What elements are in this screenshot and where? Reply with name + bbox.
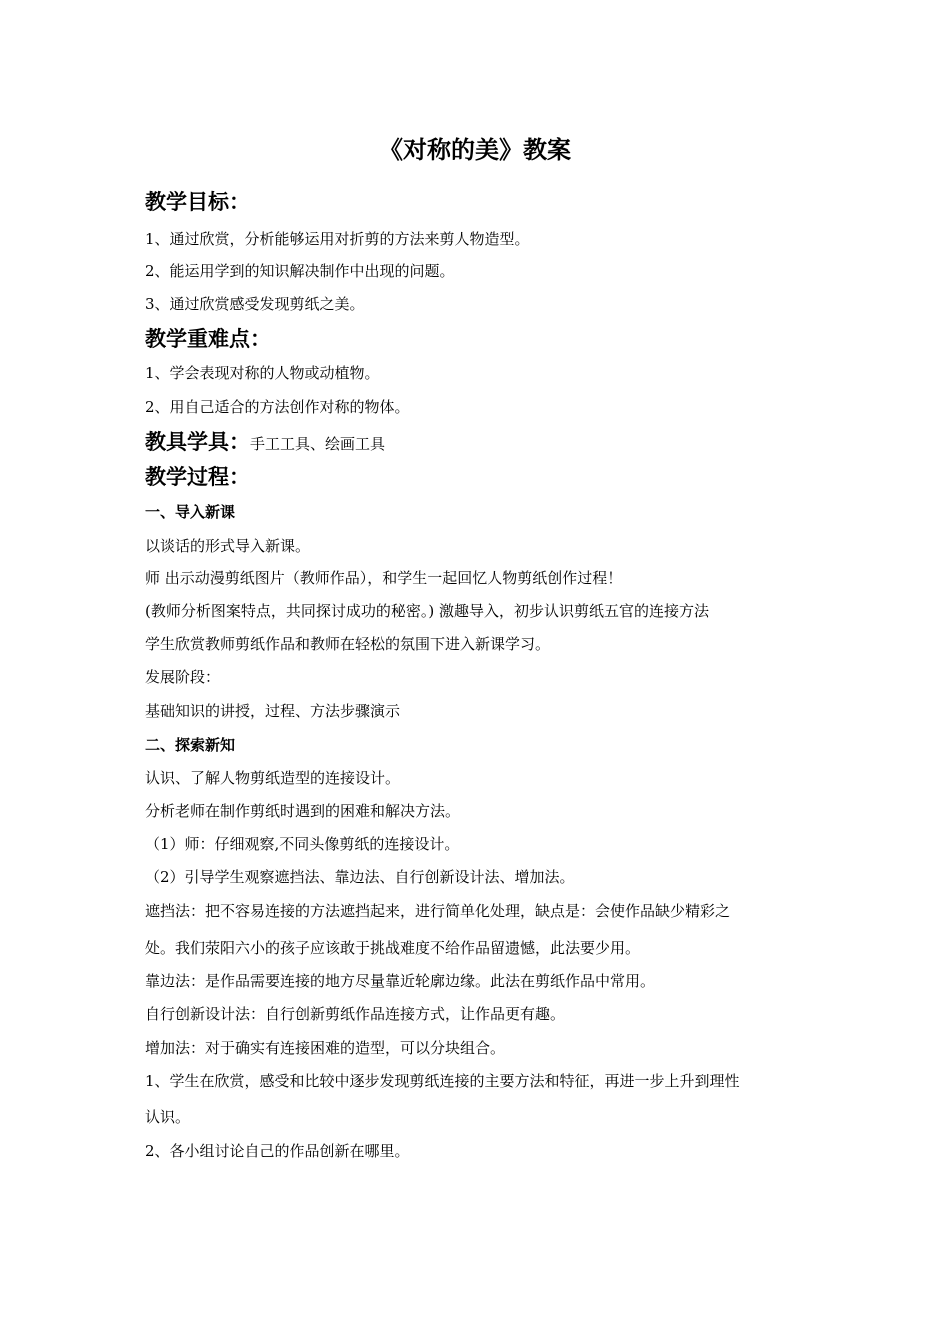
- objective-item: 1、通过欣赏，分析能够运用对折剪的方法来剪人物造型。: [145, 230, 530, 248]
- section1-line: 发展阶段：: [145, 668, 221, 686]
- section2-line: 处。我们荥阳六小的孩子应该敢于挑战难度不给作品留遗憾，此法要少用。: [145, 939, 641, 957]
- tools-heading-label: 教具学具：: [145, 430, 250, 454]
- section1-line: 以谈话的形式导入新课。: [145, 537, 311, 555]
- section2-heading: 二、探索新知: [145, 736, 236, 754]
- section2-line: 1、学生在欣赏，感受和比较中逐步发现剪纸连接的主要方法和特征，再进一步上升到理性: [145, 1072, 740, 1090]
- key-point-item: 2、用自己适合的方法创作对称的物体。: [145, 398, 410, 416]
- section2-line: 靠边法：是作品需要连接的地方尽量靠近轮廓边缘。此法在剪纸作品中常用。: [145, 972, 656, 990]
- section1-heading: 一、导入新课: [145, 503, 236, 521]
- section2-line: 认识。: [145, 1108, 191, 1126]
- section2-line: 增加法：对于确实有连接困难的造型，可以分块组合。: [145, 1039, 506, 1057]
- section2-line: 自行创新设计法：自行创新剪纸作品连接方式，让作品更有趣。: [145, 1005, 566, 1023]
- section1-line: 学生欣赏教师剪纸作品和教师在轻松的氛围下进入新课学习。: [145, 635, 551, 653]
- tools-heading: [145, 426, 385, 456]
- section2-line: 2、各小组讨论自己的作品创新在哪里。: [145, 1142, 410, 1160]
- section1-line: 师 出示动漫剪纸图片（教师作品），和学生一起回忆人物剪纸创作过程！: [145, 569, 623, 587]
- section2-line: （1）师：仔细观察,不同头像剪纸的连接设计。: [145, 835, 460, 853]
- section2-line: 遮挡法：把不容易连接的方法遮挡起来，进行简单化处理，缺点是：会使作品缺少精彩之: [145, 902, 731, 920]
- tools-text: 手工工具、绘画工具: [250, 435, 386, 453]
- section2-line: （2）引导学生观察遮挡法、靠边法、自行创新设计法、增加法。: [145, 868, 575, 886]
- section2-line: 认识、了解人物剪纸造型的连接设计。: [145, 769, 401, 787]
- section2-line: 分析老师在制作剪纸时遇到的困难和解决方法。: [145, 802, 461, 820]
- objective-item: 3、通过欣赏感受发现剪纸之美。: [145, 295, 365, 313]
- document-title: 《对称的美》教案: [379, 136, 571, 164]
- section1-line: 基础知识的讲授，过程、方法步骤演示: [145, 702, 401, 720]
- process-heading: 教学过程：: [145, 465, 250, 489]
- objective-item: 2、能运用学到的知识解决制作中出现的问题。: [145, 262, 455, 280]
- key-point-item: 1、学会表现对称的人物或动植物。: [145, 364, 380, 382]
- section1-line: (教师分析图案特点，共同探讨成功的秘密。) 激趣导入，初步认识剪纸五官的连接方法: [145, 602, 709, 620]
- objectives-heading: 教学目标：: [145, 190, 250, 214]
- key-points-heading: 教学重难点：: [145, 327, 271, 351]
